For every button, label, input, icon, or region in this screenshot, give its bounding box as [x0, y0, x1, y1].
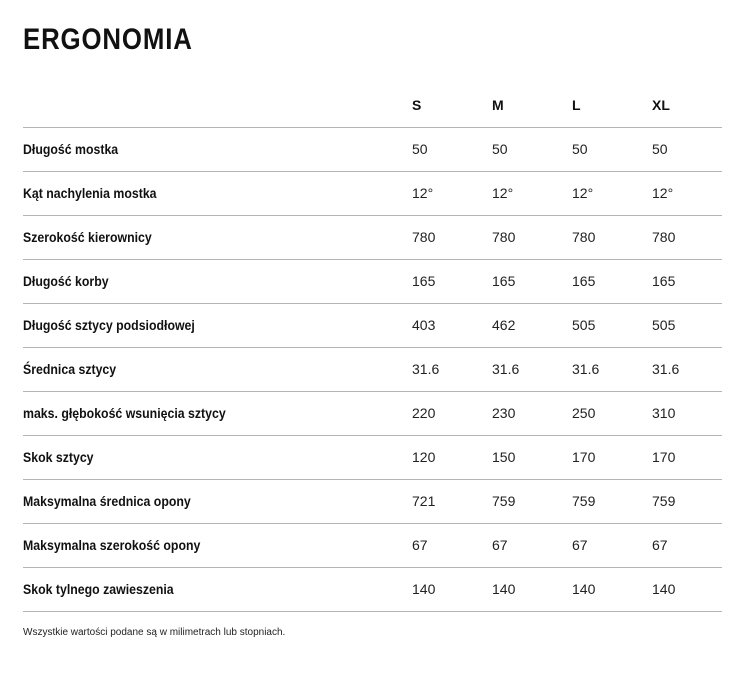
- row-label-text: Długość sztycy podsiodłowej: [23, 317, 195, 333]
- value-cell: 220: [412, 405, 436, 421]
- footnote: Wszystkie wartości podane są w milimetrach lub stopniach.: [23, 627, 286, 638]
- value-cell: 140: [572, 581, 596, 597]
- value-cell: 780: [652, 229, 676, 245]
- value-cell: 31.6: [572, 361, 600, 377]
- value-cell: 12°: [412, 185, 434, 201]
- value-cell: 67: [572, 537, 588, 553]
- page-title: ERGONOMIA: [23, 23, 193, 56]
- value-cell: 31.6: [652, 361, 680, 377]
- table-header-row: [23, 83, 722, 127]
- value-cell: 310: [652, 405, 676, 421]
- value-cell: 780: [412, 229, 436, 245]
- value-cell: 170: [572, 449, 596, 465]
- value-cell: 250: [572, 405, 596, 421]
- value-cell: 120: [412, 449, 436, 465]
- column-header-l: L: [572, 96, 581, 113]
- value-cell: 50: [412, 141, 428, 157]
- value-cell: 759: [572, 493, 596, 509]
- value-cell: 165: [652, 273, 676, 289]
- value-cell: 780: [572, 229, 596, 245]
- row-label: [23, 347, 412, 391]
- value-cell: 505: [572, 317, 596, 333]
- row-label-text: Średnica sztycy: [23, 361, 117, 377]
- row-label: [23, 171, 412, 215]
- row-label: [23, 435, 412, 479]
- row-label: [23, 391, 412, 435]
- value-cell: 67: [492, 537, 508, 553]
- table-row: [23, 303, 722, 347]
- value-cell: 462: [492, 317, 516, 333]
- value-cell: 12°: [492, 185, 514, 201]
- table-row: [23, 127, 722, 171]
- table-row: [23, 523, 722, 567]
- value-cell: 67: [652, 537, 668, 553]
- row-label: [23, 303, 412, 347]
- value-cell: 721: [412, 493, 436, 509]
- column-header-m: M: [492, 96, 504, 113]
- value-cell: 50: [572, 141, 588, 157]
- row-label-text: maks. głębokość wsunięcia sztycy: [23, 405, 226, 421]
- value-cell: 50: [492, 141, 508, 157]
- value-cell: 759: [492, 493, 516, 509]
- row-label: [23, 127, 412, 171]
- value-cell: 780: [492, 229, 516, 245]
- row-label-text: Długość mostka: [23, 141, 119, 157]
- table-row: [23, 259, 722, 303]
- header-empty-cell: [23, 83, 412, 127]
- value-cell: 150: [492, 449, 516, 465]
- row-label: [23, 259, 412, 303]
- table-row: [23, 435, 722, 479]
- row-label: [23, 567, 412, 611]
- value-cell: 31.6: [492, 361, 520, 377]
- value-cell: 12°: [652, 185, 674, 201]
- value-cell: 230: [492, 405, 516, 421]
- row-label-text: Szerokość kierownicy: [23, 229, 152, 245]
- value-cell: 67: [412, 537, 428, 553]
- value-cell: 759: [652, 493, 676, 509]
- value-cell: 12°: [572, 185, 594, 201]
- row-label: [23, 523, 412, 567]
- row-label-text: Kąt nachylenia mostka: [23, 185, 157, 201]
- table-row: [23, 567, 722, 611]
- value-cell: 165: [412, 273, 436, 289]
- table-row: [23, 391, 722, 435]
- value-cell: 403: [412, 317, 436, 333]
- row-label: [23, 215, 412, 259]
- geometry-table: [23, 83, 722, 612]
- row-label-text: Skok sztycy: [23, 449, 94, 465]
- value-cell: 140: [652, 581, 676, 597]
- table-row: [23, 215, 722, 259]
- table-row: [23, 479, 722, 523]
- table-row: [23, 347, 722, 391]
- row-label-text: Długość korby: [23, 273, 109, 289]
- value-cell: 140: [492, 581, 516, 597]
- value-cell: 505: [652, 317, 676, 333]
- value-cell: 170: [652, 449, 676, 465]
- value-cell: 31.6: [412, 361, 440, 377]
- value-cell: 165: [572, 273, 596, 289]
- row-label-text: Maksymalna szerokość opony: [23, 537, 201, 553]
- table-row: [23, 171, 722, 215]
- value-cell: 50: [652, 141, 668, 157]
- row-label-text: Maksymalna średnica opony: [23, 493, 191, 509]
- row-label: [23, 479, 412, 523]
- column-header-xl: XL: [652, 96, 670, 113]
- value-cell: 165: [492, 273, 516, 289]
- column-header-s: S: [412, 96, 422, 113]
- row-label-text: Skok tylnego zawieszenia: [23, 581, 174, 597]
- value-cell: 140: [412, 581, 436, 597]
